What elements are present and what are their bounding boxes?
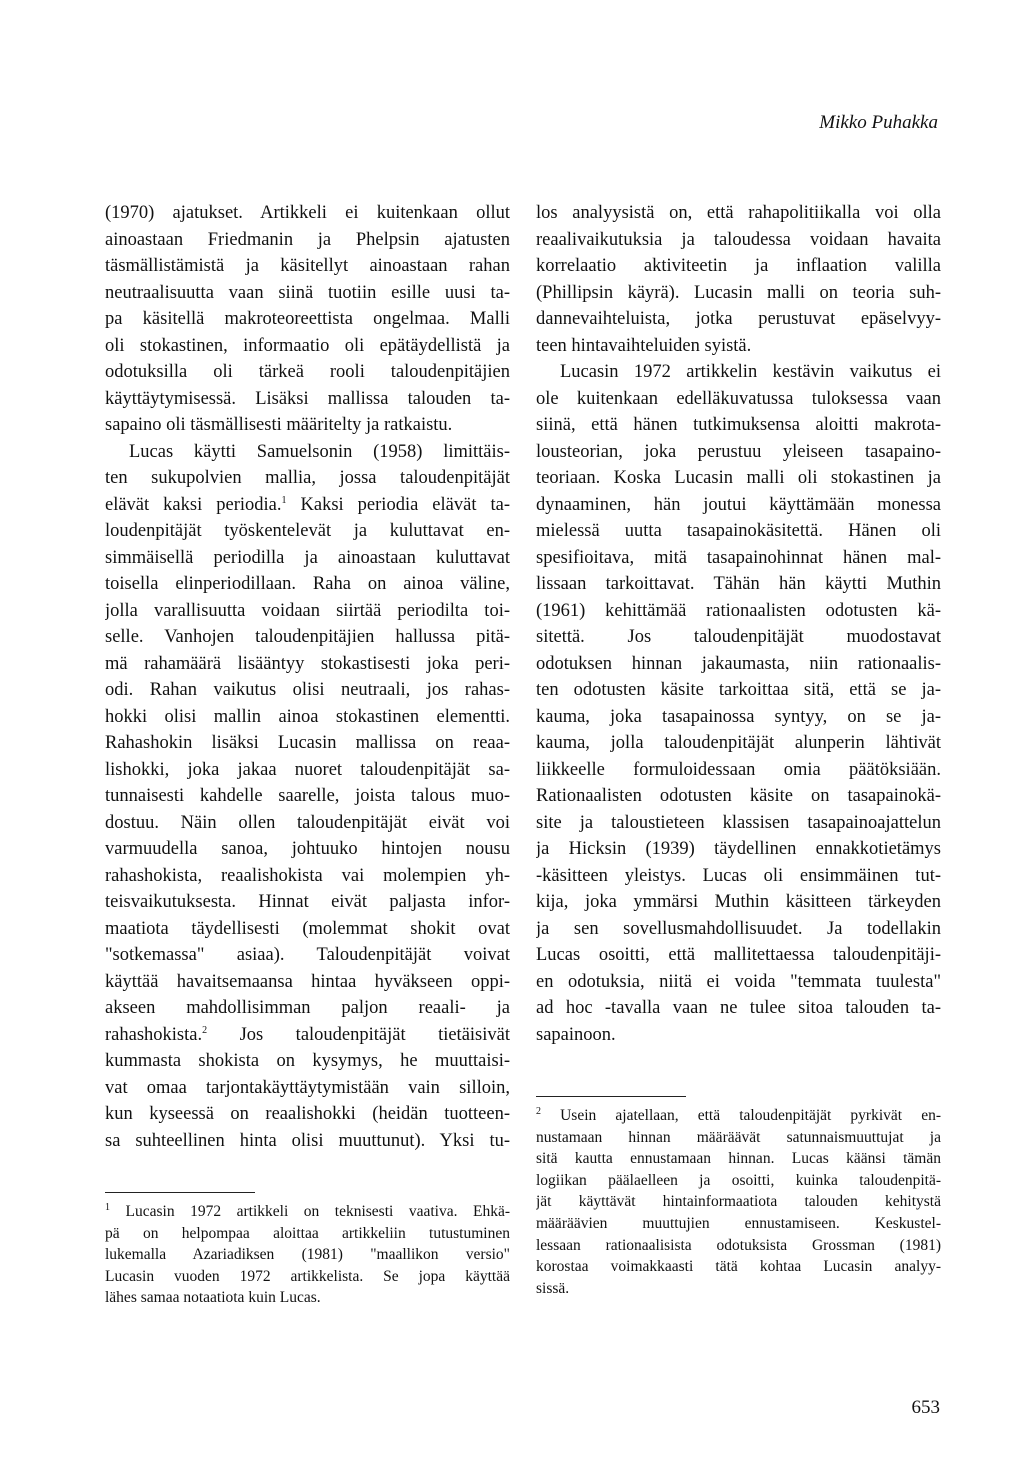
text-line: $^2$ Usein ajatellaan, että taloudenpitäjät pyrkivät en- — [536, 1105, 941, 1124]
text-line: ainoastaan Friedmanin ja Phelpsin ajatusten — [105, 229, 510, 250]
text-line: sa suhteellinen hinta olisi muuttunut). Yksi tu- — [105, 1130, 510, 1151]
running-header-author: Mikko Puhakka — [819, 112, 938, 133]
text-line: toisella elinperiodillaan. Raha on ainoa väline, — [105, 574, 510, 594]
text-line: tunnaisesti kahdelle saarelle, joista talous muo- — [105, 786, 510, 806]
footnote-2 — [536, 1105, 941, 1299]
text-line: nustamaan hinnan määräävät satunnaismuuttujat ja — [536, 1128, 941, 1146]
page-number: 653 — [911, 1397, 940, 1418]
text-line: (1970) ajatukset. Artikkeli ei kuitenkaan ollut — [105, 203, 510, 223]
text-line: rahashokista.$^2$ Jos taloudenpitäjät tietäisivät — [105, 1024, 510, 1045]
text-line: en odotuksia, niitä ei voida "temmata tuulesta" — [536, 971, 941, 992]
footnote-marker: 1 — [281, 494, 287, 506]
text-line: sapainoon. — [536, 1024, 616, 1045]
text-line: dynaaminen, hän joutui käyttämään monessa — [536, 494, 941, 515]
text-line: logiikan päälaelleen ja osoitti, kuinka taloudenpitä- — [536, 1171, 941, 1189]
text-line: liikkeelle formuloidessaan omia päätöksiään. — [536, 759, 941, 780]
text-line: Rationaalisten odotusten käsite on tasapainokä- — [536, 786, 941, 806]
text-line: selle. Vanhojen taloudenpitäjien hallussa pitä- — [105, 627, 510, 647]
text-line: spesifioitava, mitä tasapainohinnat hänen mal- — [536, 547, 941, 568]
text-line: kauma, jolla taloudenpitäjät alunperin lähtivät — [536, 733, 941, 753]
text-line: odotuksilla oli tärkeä rooli taloudenpitäjien — [105, 362, 510, 382]
text-line: Lucasin 1972 artikkelin kestävin vaikutus ei — [560, 362, 941, 382]
text-line: odi. Rahan vaikutus olisi neutraali, jos rahas- — [105, 680, 510, 700]
text-line: neutraalisuutta vaan siinä tuotiin esille uusi ta- — [105, 282, 510, 303]
text-line: ja sen sovellusmahdollisuudet. Ja todellakin — [536, 918, 941, 939]
text-line: ja Hicksin (1939) täydellinen ennakkotietämys — [536, 839, 941, 859]
text-line: -käsitteen yleistys. Lucas oli ensimmäinen tut- — [536, 865, 941, 886]
text-line: ad hoc -tavalla vaan ne tulee sitoa talouden ta- — [536, 998, 941, 1018]
text-line: varmuudella sanoa, johtuuko hintojen nousu — [105, 839, 510, 859]
text-line: rahashokista, reaalishokista vai molempien yh- — [105, 865, 510, 886]
text-line: site ja taloustieteen klassisen tasapainoajattelun — [536, 812, 941, 833]
text-line: jät käyttävät hintainformaatiota talouden kehitystä — [536, 1193, 941, 1211]
text-line: käyttää havaitsemaansa hintaa hyväkseen oppi- — [105, 971, 510, 992]
text-line: ten sukupolvien mallia, jossa taloudenpitäjät — [105, 468, 510, 488]
left-body-text — [105, 200, 510, 1154]
text-line: siinä, että hänen tutkimuksensa aloitti makrota- — [536, 415, 941, 435]
text-line: kummasta shokista on kysymys, he muuttaisi- — [105, 1051, 510, 1071]
text-line: sitettä. Jos taloudenpitäjät muodostavat — [536, 627, 941, 647]
text-line: hokki olisi mallin ainoa stokastinen elementti. — [105, 706, 510, 727]
text-line: lissaan tarkoittavat. Tähän hän käytti Muthin — [536, 574, 941, 594]
text-line: kija, joka ymmärsi Muthin käsitteen tärkeyden — [536, 892, 941, 912]
text-line: teoriaan. Koska Lucasin malli oli stokastinen ja — [536, 468, 941, 488]
footnote-marker: 1 — [105, 1201, 110, 1213]
text-line: pä on helpompaa aloittaa artikkeliin tutustuminen — [105, 1224, 510, 1242]
text-line: kauma, joka tasapainossa syntyy, on se ja- — [536, 706, 941, 727]
text-line: Rahashokin lisäksi Lucasin mallissa on reaa- — [105, 733, 510, 753]
text-line: korrelaatio aktiviteetin ja inflaation valilla — [536, 256, 941, 276]
right-body-text — [536, 200, 941, 1048]
text-line: vat omaa tarjontakäyttäytymistään vain silloin, — [105, 1077, 510, 1098]
text-line: käyttäytymisessä. Lisäksi mallissa talouden ta- — [105, 388, 510, 409]
text-line: loudenpitäjät työskentelevät ja kuluttavat en- — [105, 521, 510, 541]
text-line: Lucasin vuoden 1972 artikkelista. Se jopa käyttää — [105, 1267, 510, 1285]
text-line: teen hintavaihteluiden syistä. — [536, 335, 752, 356]
text-line: "sotkemassa" asiaa). Taloudenpitäjät voivat — [105, 945, 510, 965]
footnote-marker: 2 — [202, 1024, 208, 1036]
text-line: dannevaihteluista, jotka perustuvat epäselvyy- — [536, 309, 941, 329]
text-line: lähes samaa notaatiota kuin Lucas. — [105, 1289, 321, 1307]
text-line: Lucas käytti Samuelsonin (1958) limittäis- — [129, 441, 510, 462]
text-line: pa käsitellä makroteoreettista ongelmaa. Malli — [105, 309, 510, 329]
text-line: (Phillipsin käyrä). Lucasin malli on teoria suh- — [536, 282, 941, 303]
left-column — [105, 200, 510, 1309]
text-line: oli stokastinen, informaatio oli epätäydellistä ja — [105, 335, 510, 356]
text-line: odotuksen hinnan jakaumasta, niin rationaalis- — [536, 653, 941, 674]
text-line: määräävien muuttujien ennustamiseen. Keskustel- — [536, 1214, 941, 1232]
text-line: ten odotusten käsite tarkoittaa sitä, että se ja- — [536, 680, 941, 700]
text-line: mielessä uutta tasapainokäsitettä. Hänen oli — [536, 521, 941, 541]
text-line: dostuu. Näin ollen taloudenpitäjät eivät voi — [105, 812, 510, 833]
text-line: kun kyseessä on reaalishokki (heidän tuotteen- — [105, 1104, 510, 1124]
text-line: lessaan rationaalisista odotuksista Grossman (1981) — [536, 1236, 941, 1254]
footnote-marker: 2 — [536, 1105, 541, 1117]
text-line: lukemalla Azariadiksen (1981) "maallikon versio" — [105, 1246, 510, 1264]
footnote-1 — [105, 1201, 510, 1309]
text-line: sissä. — [536, 1279, 570, 1297]
text-line: jolla varallisuutta voidaan siirtää periodilta toi- — [105, 600, 510, 621]
text-line: (1961) kehittämää rationaalisten odotusten kä- — [536, 600, 941, 621]
text-line: sitä kautta ennustamaan hinnan. Lucas käänsi tämän — [536, 1150, 941, 1168]
text-line: $^1$ Lucasin 1972 artikkeli on teknisesti vaativa. Ehkä- — [105, 1201, 510, 1220]
text-line: Lucas osoitti, että mallitettaessa taloudenpitäji- — [536, 945, 941, 965]
text-line: akseen mahdollisimman paljon reaali- ja — [105, 998, 510, 1018]
text-line: ole kuitenkaan edelläkuvatussa tuloksessa vaan — [536, 388, 941, 409]
text-line: mä rahamäärä lisääntyy stokastisesti joka peri- — [105, 653, 510, 674]
text-line: sapaino oli täsmällisesti määritelty ja ratkaistu. — [105, 415, 453, 435]
text-line: simmäisellä periodilla ja ainoastaan kuluttavat — [105, 547, 510, 568]
text-line: elävät kaksi periodia.$^1$ Kaksi periodia elävät ta- — [105, 494, 510, 515]
text-line: täsmällistämistä ja käsitellyt ainoastaan rahan — [105, 256, 510, 276]
text-line: lishokki, joka jakaa nuoret taloudenpitäjät sa- — [105, 759, 510, 780]
text-line: lousteorian, joka perustuu yleiseen tasapaino- — [536, 441, 941, 462]
text-line: reaalivaikutuksia ja taloudessa voidaan havaita — [536, 229, 941, 250]
text-line: los analyysistä on, että rahapolitiikalla voi olla — [536, 203, 941, 223]
text-line: maatiota täydellisesti (molemmat shokit ovat — [105, 918, 510, 939]
text-line: teisvaikutuksesta. Hinnat eivät paljasta infor- — [105, 892, 510, 912]
text-line: korostaa voimakkaasti tätä kohtaa Lucasin analyy- — [536, 1258, 941, 1276]
right-column — [536, 200, 941, 1299]
